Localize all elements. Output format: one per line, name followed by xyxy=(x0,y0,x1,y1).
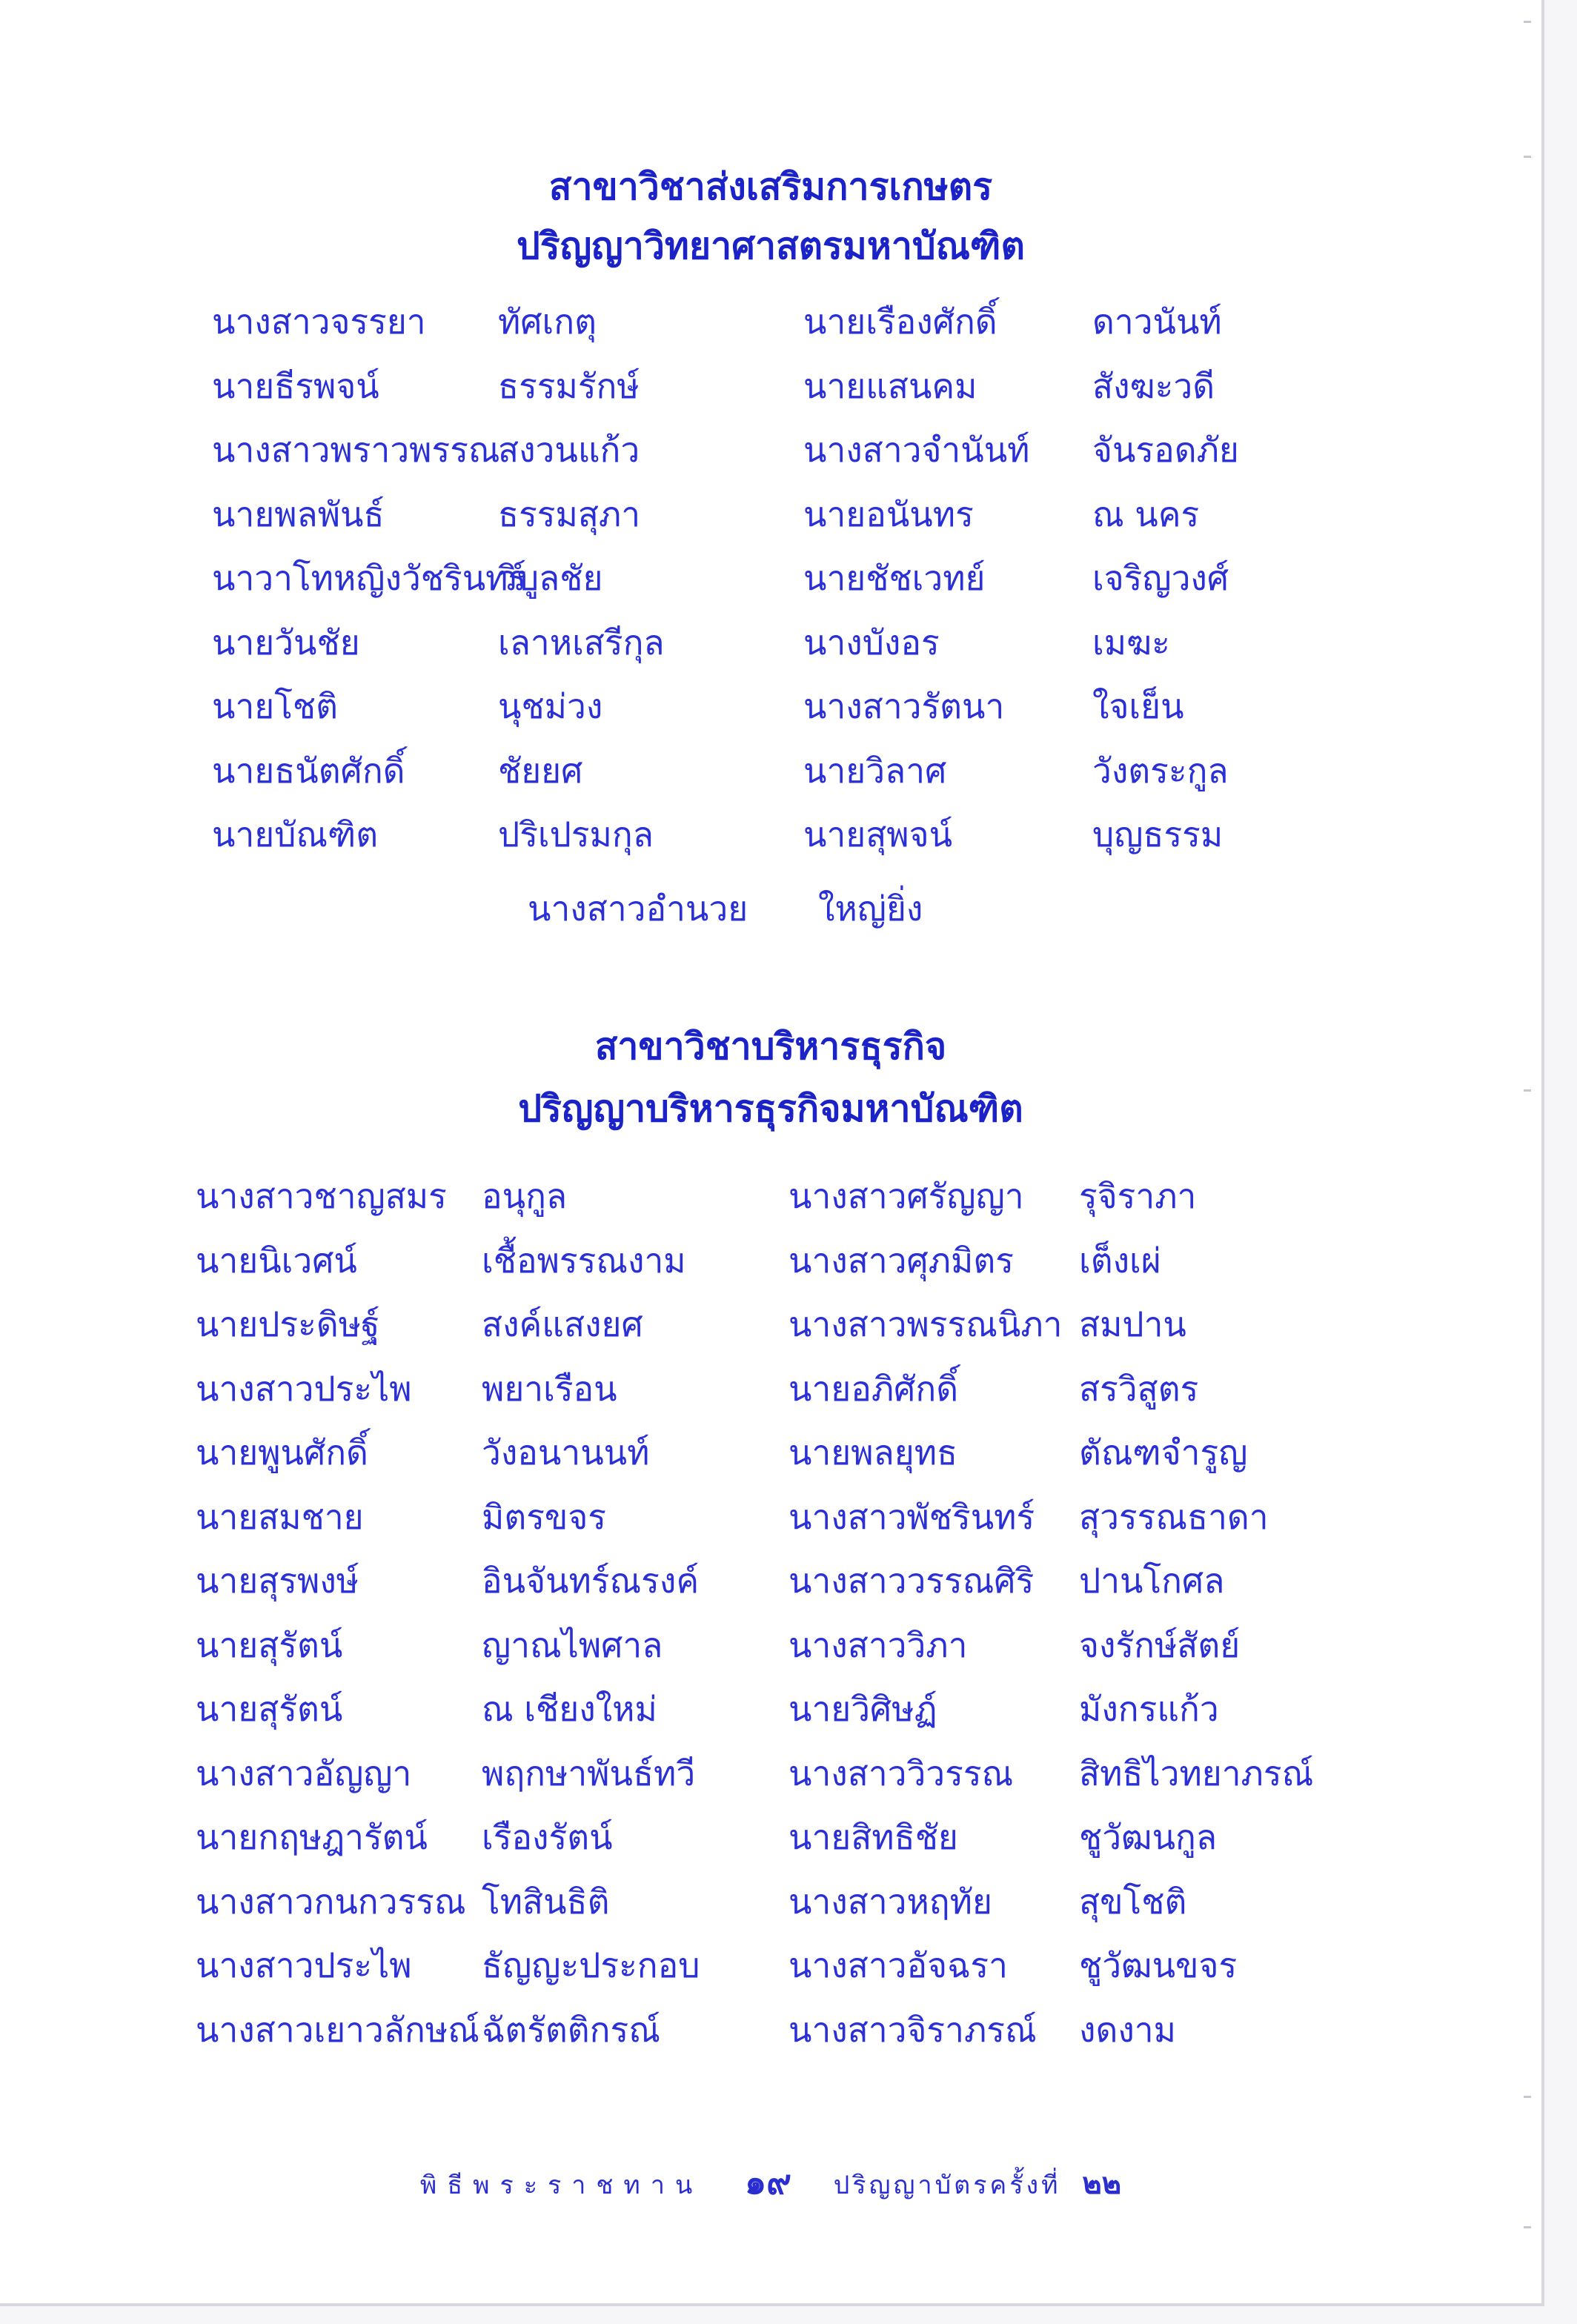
graduate-first-name: นางสาวพรรณนิภา xyxy=(788,1304,1063,1344)
graduate-surname: สงค์แสงยศ xyxy=(482,1304,643,1344)
graduate-surname: พยาเรือน xyxy=(482,1368,617,1409)
graduate-surname: อนุกูล xyxy=(482,1176,568,1216)
graduate-first-name: นายประดิษฐ์ xyxy=(196,1304,380,1344)
graduate-first-name: นางสาววิภา xyxy=(788,1624,968,1665)
graduate-surname: มิตรขจร xyxy=(482,1496,607,1537)
graduate-first-name: นายนิเวศน์ xyxy=(196,1240,357,1281)
graduate-first-name: นางบังอร xyxy=(803,622,940,663)
graduate-surname: รุจิราภา xyxy=(1079,1176,1197,1216)
graduate-surname: สรวิสูตร xyxy=(1079,1368,1199,1409)
graduate-surname: ทัศเกตุ xyxy=(498,302,597,342)
graduate-first-name: นางสาวประไพ xyxy=(196,1945,412,1985)
section-1-degree-heading: ปริญญาวิทยาศาสตรมหาบัณฑิต xyxy=(516,225,1026,268)
graduate-surname: งดงาม xyxy=(1079,2009,1176,2050)
footer-edition: ปริญญาบัตรครั้งที่ xyxy=(833,2171,1061,2200)
graduate-first-name: นางสาวหฤทัย xyxy=(788,1881,992,1922)
graduate-first-name: นายแสนคม xyxy=(803,365,977,406)
graduate-surname: เจริญวงศ์ xyxy=(1092,558,1229,598)
graduate-first-name: นายสุรพงษ์ xyxy=(196,1561,359,1601)
graduate-surname: ธรรมสุภา xyxy=(498,494,641,534)
graduate-first-name: นางสาวพัชรินทร์ xyxy=(788,1496,1035,1537)
graduate-first-name: นายสมชาย xyxy=(196,1496,364,1537)
graduate-surname: สิทธิไวทยาภรณ์ xyxy=(1079,1753,1314,1793)
graduate-first-name: นางสาวศุภมิตร xyxy=(788,1240,1014,1281)
graduate-first-name: นายอนันทร xyxy=(803,494,974,534)
graduate-surname: เต็งเผ่ xyxy=(1079,1240,1161,1281)
graduate-surname: พฤกษาพันธ์ทวี xyxy=(482,1753,696,1793)
graduate-first-name: นาวาโทหญิงวัชรินทร์ xyxy=(212,558,527,598)
graduate-first-name: นางสาววิวรรณ xyxy=(788,1753,1014,1793)
graduate-first-name: นายสุรัตน์ xyxy=(196,1689,343,1729)
graduate-first-name: นายชัชเวทย์ xyxy=(803,558,986,598)
graduate-surname: วังอนานนท์ xyxy=(482,1432,650,1473)
graduate-surname: ปานโกศล xyxy=(1079,1561,1225,1601)
graduate-surname: ใจเย็น xyxy=(1092,686,1184,726)
graduate-surname: เมฆะ xyxy=(1092,622,1170,663)
edge-tick-mark xyxy=(1524,156,1531,158)
graduate-surname: ชูวัฒนขจร xyxy=(1079,1945,1238,1985)
graduate-surname: สุวรรณธาดา xyxy=(1079,1496,1269,1537)
graduate-first-name: นางสาวรัตนา xyxy=(803,686,1005,726)
footer-page-number: ๑๙ xyxy=(745,2162,791,2202)
graduate-surname: สงวนแก้ว xyxy=(498,430,640,470)
graduate-surname: ณ เชียงใหม่ xyxy=(482,1689,657,1729)
graduate-first-name: นายวิลาศ xyxy=(803,750,947,791)
graduate-surname: ชัยยศ xyxy=(498,750,583,791)
section-2-field-heading: สาขาวิชาบริหารธุรกิจ xyxy=(594,1025,947,1068)
graduate-first-name: นายสุรัตน์ xyxy=(196,1624,343,1665)
graduate-surname: ชูวัฒนกูล xyxy=(1079,1817,1218,1857)
graduate-surname: สุขโชติ xyxy=(1079,1881,1187,1922)
graduate-surname: วิบูลชัย xyxy=(498,558,603,598)
graduate-surname: เรืองรัตน์ xyxy=(482,1817,613,1857)
graduate-surname: ปริเปรมกุล xyxy=(498,814,654,854)
graduate-first-name: นายวันชัย xyxy=(212,622,360,663)
edge-tick-mark xyxy=(1524,2096,1531,2098)
graduate-surname: จันรอดภัย xyxy=(1092,430,1239,470)
graduate-first-name: นางสาวอัจฉรา xyxy=(788,1945,1008,1985)
graduate-first-name: นายบัณฑิต xyxy=(212,814,379,854)
graduate-first-name: นางสาวจรรยา xyxy=(212,302,426,342)
edge-tick-mark xyxy=(1524,2226,1531,2228)
graduate-first-name: นางสาวกนกวรรณ xyxy=(196,1881,466,1922)
graduate-first-name: นางสาวเยาวลักษณ์ xyxy=(196,2009,479,2050)
section-1-field-heading: สาขาวิชาส่งเสริมการเกษตร xyxy=(548,165,993,208)
graduate-surname: จงรักษ์สัตย์ xyxy=(1079,1624,1241,1665)
graduate-first-name: นางสาวชาญสมร xyxy=(196,1176,447,1216)
edge-tick-mark xyxy=(1524,1089,1531,1092)
graduate-first-name: นายพลพันธ์ xyxy=(212,494,385,534)
graduate-surname: เชื้อพรรณงาม xyxy=(482,1240,686,1281)
graduate-surname: ธรรมรักษ์ xyxy=(498,365,640,406)
edge-tick-mark xyxy=(1524,21,1531,23)
graduate-first-name: นายธนัตศักดิ์ xyxy=(212,750,405,791)
graduate-first-name: นางสาวพราวพรรณ xyxy=(212,430,500,470)
section-2-degree-heading: ปริญญาบริหารธุรกิจมหาบัณฑิต xyxy=(518,1087,1023,1130)
graduate-surname: อินจันทร์ณรงค์ xyxy=(482,1561,700,1601)
graduate-first-name: นายพลยุทธ xyxy=(788,1432,958,1473)
graduate-surname: เลาหเสรีกุล xyxy=(498,622,665,663)
graduate-first-name: นางสาวจิราภรณ์ xyxy=(788,2009,1037,2050)
graduate-first-name: นายโชติ xyxy=(212,686,339,726)
graduate-first-name: นายสุพจน์ xyxy=(803,814,953,854)
graduate-surname: ฉัตรัตติกรณ์ xyxy=(482,2009,660,2050)
graduate-surname: โทสินธิติ xyxy=(482,1881,610,1922)
graduate-first-name: นางสาวศรัญญา xyxy=(788,1176,1024,1216)
footer-ceremony: พิธีพระราชทาน xyxy=(419,2171,703,2200)
graduate-first-name: นายพูนศักดิ์ xyxy=(196,1432,368,1473)
graduate-surname: ตัณฑจำรูญ xyxy=(1079,1432,1248,1473)
graduate-surname: ธัญญะประกอบ xyxy=(482,1945,700,1985)
page-footer xyxy=(0,2155,1541,2209)
graduate-surname: ดาวนันท์ xyxy=(1092,302,1222,342)
graduate-first-name: นางสาวอำนวย xyxy=(528,889,748,929)
graduate-surname: บุญธรรม xyxy=(1092,814,1224,854)
graduate-first-name: นางสาวจำนันท์ xyxy=(803,430,1030,470)
graduate-first-name: นายอภิศักดิ์ xyxy=(788,1368,959,1409)
graduate-first-name: นางสาวอัญญา xyxy=(196,1753,412,1793)
graduate-surname: ญาณไพศาล xyxy=(482,1624,663,1665)
graduate-surname: ณ นคร xyxy=(1092,494,1200,534)
graduate-surname: นุชม่วง xyxy=(498,686,603,726)
graduate-first-name: นายธีรพจน์ xyxy=(212,365,379,406)
graduate-first-name: นางสาวประไพ xyxy=(196,1368,412,1409)
graduate-surname: สังฆะวดี xyxy=(1092,365,1215,406)
graduate-first-name: นายเรืองศักดิ์ xyxy=(803,302,997,342)
graduate-surname: มังกรแก้ว xyxy=(1079,1689,1219,1729)
graduate-first-name: นางสาววรรณศิริ xyxy=(788,1561,1035,1601)
graduate-first-name: นายวิศิษฏ์ xyxy=(788,1689,937,1729)
graduate-surname: วังตระกูล xyxy=(1092,750,1229,791)
graduate-surname: ใหญ่ยิ่ง xyxy=(818,889,923,929)
footer-edition-number: ๒๒ xyxy=(1082,2167,1122,2201)
graduate-surname: สมปาน xyxy=(1079,1304,1186,1344)
graduate-first-name: นายกฤษฎารัตน์ xyxy=(196,1817,428,1857)
graduate-first-name: นายสิทธิชัย xyxy=(788,1817,958,1857)
